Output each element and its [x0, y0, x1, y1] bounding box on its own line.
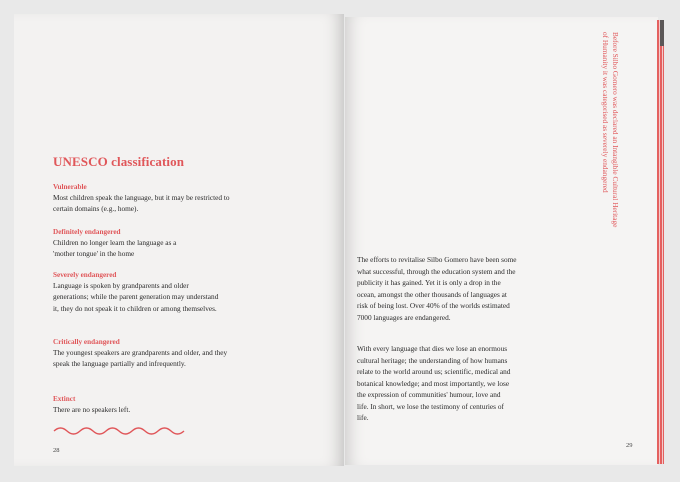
classification-label: Definitely endangered	[53, 228, 121, 236]
right-binding-tab	[660, 20, 664, 46]
paragraph-text: With every language that dies we lose an enormous cultural heritage; the understanding of how humans relate to the world around us; scientific, medical and botanical knowledge; and most importantly, we lose the expression of communities' humour, love and life. In short, we lose the testimony of centuries of life.	[357, 344, 511, 422]
pullquote-text: Before Silbo Gomero was declared an Intangible Cultural Heritage of Humanity it was categorised as severely endangered	[601, 32, 620, 228]
classification-label: Critically endangered	[53, 338, 120, 346]
classification-critically-endangered	[53, 337, 233, 370]
classification-extinct	[53, 394, 233, 415]
classification-definitely-endangered	[53, 227, 233, 260]
paragraph-text: The efforts to revitalise Silbo Gomero have been some what successful, through the education system and the publicity it has gained. Yet it is only a drop in the ocean, amongst the other thousands of languages at risk of being lost. Over 40% of the worlds estimated 7000 languages are endangered.	[357, 255, 517, 322]
vertical-pullquote	[580, 32, 620, 332]
classification-label: Severely endangered	[53, 271, 117, 279]
page-number-left: 28	[53, 447, 60, 454]
classification-text: There are no speakers left.	[53, 405, 131, 414]
classification-severely-endangered	[53, 270, 233, 314]
classification-vulnerable	[53, 182, 233, 215]
classification-text: Language is spoken by grandparents and older generations; while the parent generation may understand it, they do not speak it to children or among themselves.	[53, 281, 219, 313]
page-number-right: 29	[626, 442, 633, 449]
body-paragraph-2	[357, 343, 512, 424]
classification-label: Vulnerable	[53, 183, 87, 191]
classification-text: Children no longer learn the language as a 'mother tongue' in the home	[53, 238, 177, 259]
classification-text: Most children speak the language, but it may be restricted to certain domains (e.g., home).	[53, 193, 230, 214]
classification-text: The youngest speakers are grandparents and older, and they speak the language partially and infrequently.	[53, 348, 228, 369]
wave-ornament-icon	[52, 424, 186, 438]
section-title: UNESCO classification	[53, 154, 185, 169]
body-paragraph-1	[357, 254, 517, 323]
classification-label: Extinct	[53, 395, 76, 403]
right-page-edges	[657, 20, 664, 464]
